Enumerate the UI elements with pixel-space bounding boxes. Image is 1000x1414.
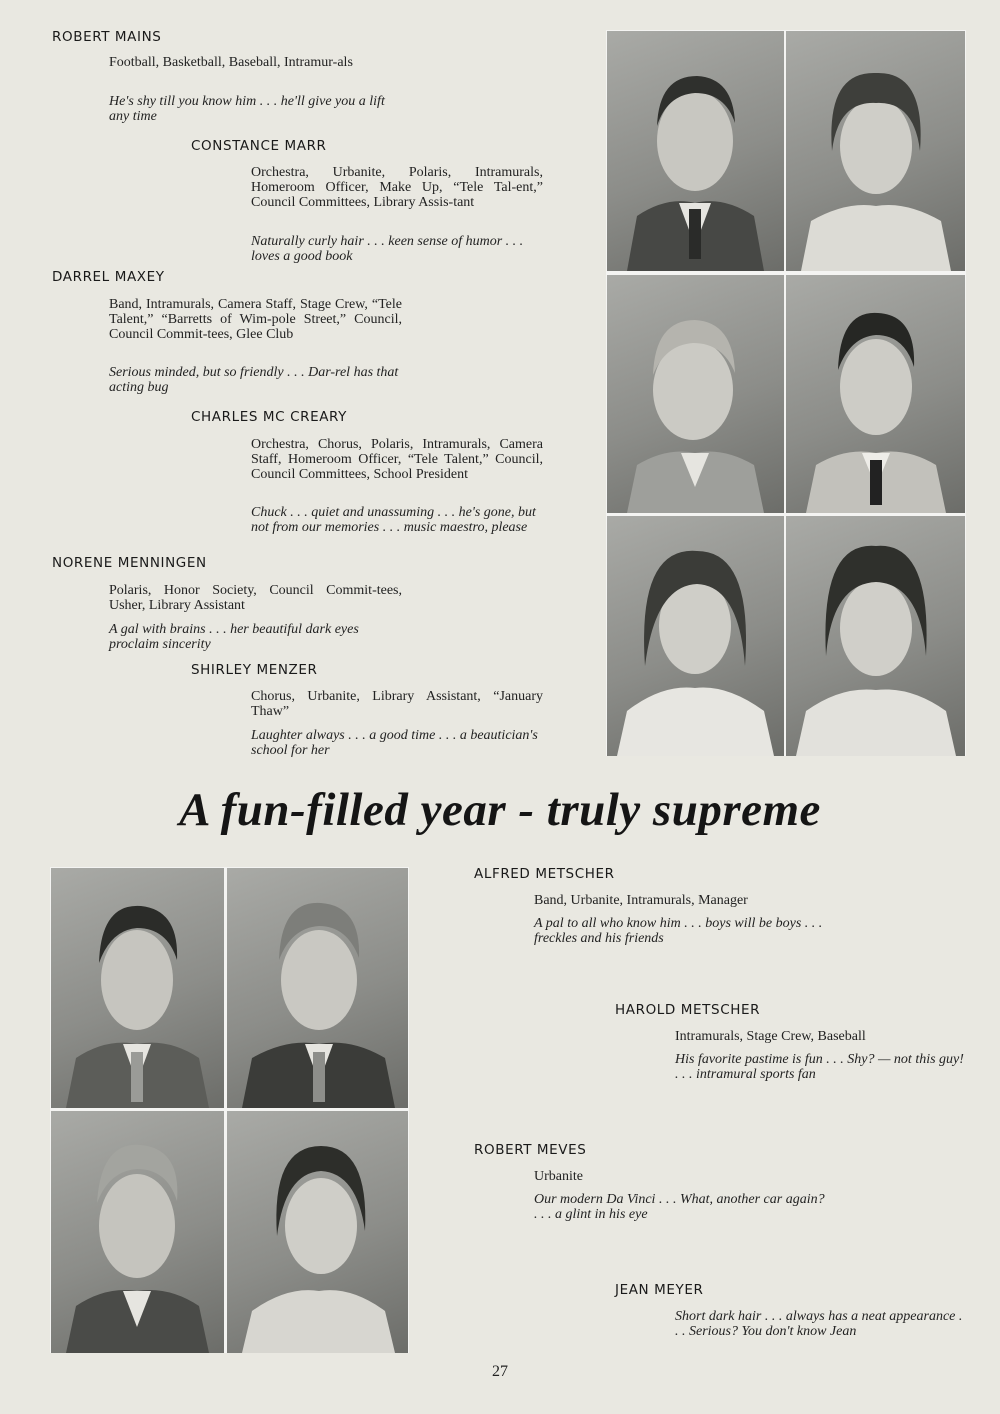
student-quote: His favorite pastime is fun . . . Shy? — not this guy! . . . intramural sports fan [675,1052,964,1082]
portrait-photo-charles-mc-creary [786,275,965,513]
student-quote: Our modern Da Vinci . . . What, another car again? . . . a glint in his eye [534,1192,825,1222]
student-activities: Football, Basketball, Baseball, Intramur-als [109,55,353,70]
student-name: ROBERT MAINS [52,29,162,45]
portrait-photo-darrel-maxey [607,275,784,513]
student-activities: Intramurals, Stage Crew, Baseball [675,1029,866,1044]
student-activities: Orchestra, Chorus, Polaris, Intramurals, Camera Staff, Homeroom Officer, “Tele Talent,” Council, Council Committees, School President [251,437,543,482]
student-quote: A pal to all who know him . . . boys will be boys . . . freckles and his friends [534,916,823,946]
student-name: CHARLES MC CREARY [191,409,348,425]
portrait-photo-alfred-metscher [51,868,224,1108]
portrait-photo-norene-menningen [607,516,784,756]
portrait-female-icon [786,516,965,756]
student-name: ALFRED METSCHER [474,866,615,882]
page-number: 27 [492,1363,508,1380]
student-activities: Chorus, Urbanite, Library Assistant, “January Thaw” [251,689,543,719]
student-name: NORENE MENNINGEN [52,555,207,571]
student-name: HAROLD METSCHER [615,1002,761,1018]
portrait-male-icon [607,275,784,513]
portrait-male-icon [607,31,784,271]
portrait-photo-shirley-menzer [786,516,965,756]
student-quote: Serious minded, but so friendly . . . Dar-rel has that acting bug [109,365,399,395]
portrait-photo-harold-metscher [227,868,408,1108]
student-name: ROBERT MEVES [474,1142,587,1158]
page-headline: A fun-filled year - truly supreme [179,784,821,836]
student-quote: Laughter always . . . a good time . . . a beautician's school for her [251,728,538,758]
portrait-female-icon [607,516,784,756]
student-quote: Chuck . . . quiet and unassuming . . . he's gone, but not from our memories . . . music maestro, please [251,505,536,535]
portrait-photo-robert-mains [607,31,784,271]
portrait-male-icon [51,868,224,1108]
portrait-photo-jean-meyer [227,1111,408,1353]
student-quote: Naturally curly hair . . . keen sense of humor . . . loves a good book [251,234,524,264]
student-name: DARREL MAXEY [52,269,165,285]
student-name: JEAN MEYER [615,1282,704,1298]
portrait-male-icon [51,1111,224,1353]
student-name: CONSTANCE MARR [191,138,327,154]
student-quote: He's shy till you know him . . . he'll give you a lift any time [109,94,385,124]
student-activities: Orchestra, Urbanite, Polaris, Intramurals, Homeroom Officer, Make Up, “Tele Tal-ent,” Council Committees, Library Assis-tant [251,165,543,210]
student-name: SHIRLEY MENZER [191,662,318,678]
student-quote: A gal with brains . . . her beautiful dark eyes proclaim sincerity [109,622,359,652]
student-activities: Urbanite [534,1169,583,1184]
student-activities: Band, Intramurals, Camera Staff, Stage Crew, “Tele Talent,” “Barretts of Wim-pole Street,” Council, Council Commit-tees, Glee Club [109,297,402,342]
portrait-male-icon [786,275,965,513]
portrait-female-icon [227,1111,408,1353]
portrait-photo-robert-meves [51,1111,224,1353]
portrait-male-icon [227,868,408,1108]
student-quote: Short dark hair . . . always has a neat appearance . . . Serious? You don't know Jean [675,1309,963,1339]
student-activities: Band, Urbanite, Intramurals, Manager [534,893,748,908]
portrait-female-icon [786,31,965,271]
student-activities: Polaris, Honor Society, Council Commit-tees, Usher, Library Assistant [109,583,402,613]
portrait-photo-constance-marr [786,31,965,271]
